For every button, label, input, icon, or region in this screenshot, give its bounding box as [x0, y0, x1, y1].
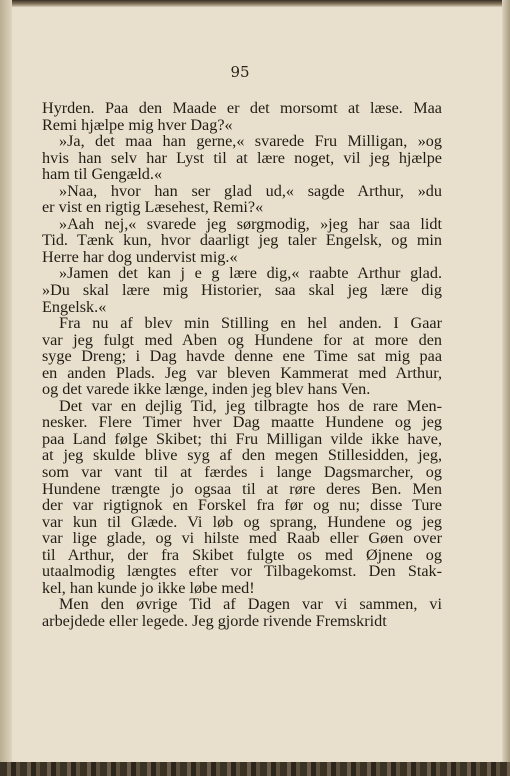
- text-line: at jeg skulde blive syg af den megen Stillesidden, jeg,: [42, 446, 442, 465]
- text-line: der var rigtignok en Forskel fra før og nu; disse Ture: [42, 496, 442, 515]
- text-line: til Arthur, der fra Skibet fulgte os med Øjnene og: [42, 545, 442, 564]
- text-line: »Aah nej,« svarede jeg sørgmodig, »jeg har saa lidt: [59, 214, 442, 233]
- text-line: var kun til Glæde. Vi løb og sprang, Hundene og jeg: [42, 512, 442, 531]
- text-line: var lige glade, og vi hilste med Raab eller Gøen over: [42, 529, 442, 548]
- text-line: paa Land følge Skibet; thi Fru Milligan vilde ikke have,: [42, 429, 442, 448]
- text-line: nesker. Flere Timer hver Dag maatte Hundene og jeg: [42, 413, 442, 432]
- text-line: syge Dreng; i Dag havde denne ene Time sat mig paa: [42, 347, 442, 366]
- page-gutter: [0, 0, 12, 776]
- text-line: og det varede ikke længe, inden jeg blev hans Ven.: [42, 380, 371, 399]
- text-line: »Du skal lære mig Historier, saa skal jeg lære dig: [42, 281, 442, 300]
- text-line: Remi hjælpe mig hver Dag?«: [42, 115, 233, 134]
- text-line: hvis han selv har Lyst til at lære noget, vil jeg hjælpe: [42, 148, 442, 167]
- text-line: en anden Plads. Jeg var bleven Kammerat med Arthur,: [42, 363, 442, 382]
- text-line: Fra nu af blev min Stilling en hel anden. I Gaar: [59, 314, 442, 333]
- text-line: »Naa, hvor han ser glad ud,« sagde Arthur, »du: [59, 181, 442, 200]
- text-line: kel, han kunde jo ikke løbe med!: [42, 578, 255, 597]
- page-right-edge: [502, 0, 510, 776]
- text-line: ham til Gengæld.«: [42, 165, 163, 184]
- text-line: som var vant til at færdes i lange Dagsmarcher, og: [42, 463, 442, 482]
- text-line: Tid. Tænk kun, hvor daarligt jeg taler Engelsk, og min: [42, 231, 442, 250]
- text-line: Herre har dog undervist mig.«: [42, 247, 238, 266]
- book-cover-edge: [0, 762, 510, 776]
- text-line: arbejdede eller legede. Jeg gjorde rivende Fremskridt: [42, 611, 387, 630]
- body-text: [42, 100, 442, 630]
- text-line: »Jamen det kan j e g lære dig,« raabte Arthur glad.: [59, 264, 442, 283]
- text-line: Hyrden. Paa den Maade er det morsomt at læse. Maa: [42, 99, 442, 117]
- text-line: Det var en dejlig Tid, jeg tilbragte hos de rare Men-: [59, 396, 442, 415]
- text-line: Hundene trængte jo ogsaa til at røre deres Ben. Men: [42, 479, 442, 498]
- text-line: utaalmodig længtes efter vor Tilbagekomst. Den Stak-: [42, 562, 442, 581]
- text-line: Men den øvrige Tid af Dagen var vi sammen, vi: [59, 595, 442, 614]
- text-line: var jeg fulgt med Aben og Hundene for at more den: [42, 330, 442, 349]
- text-line: er vist en rigtig Læsehest, Remi?«: [42, 198, 264, 217]
- text-line: Engelsk.«: [42, 297, 107, 316]
- page-top-edge: [0, 0, 510, 7]
- text-line: »Ja, det maa han gerne,« svarede Fru Milligan, »og: [59, 132, 442, 151]
- page-number: 95: [230, 63, 250, 81]
